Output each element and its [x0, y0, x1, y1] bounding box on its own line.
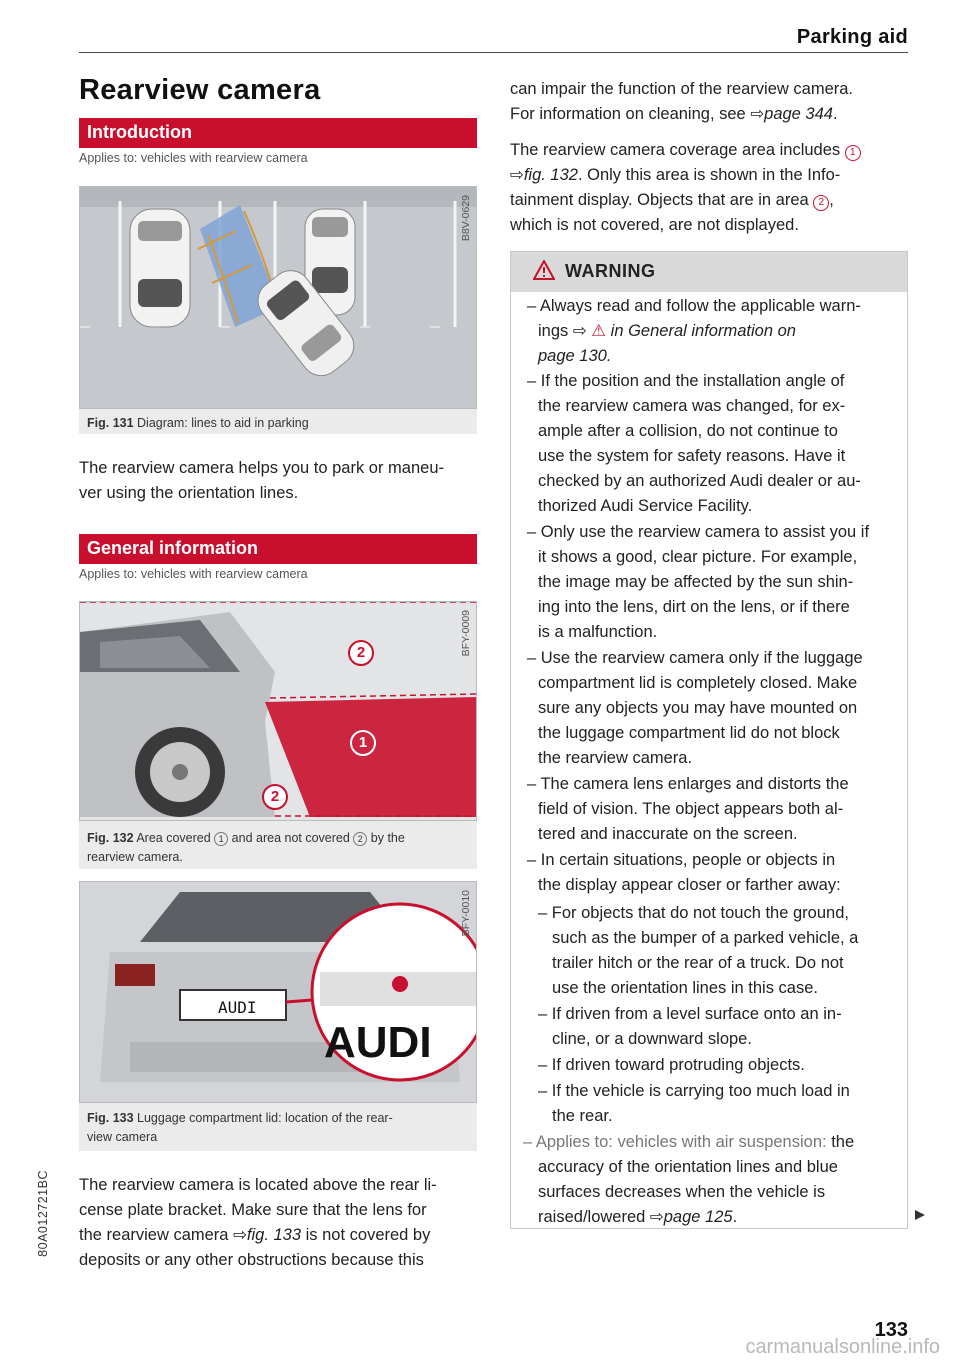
zoom-badge-text: AUDI [324, 1018, 432, 1067]
figure-131-label: Fig. 131 [87, 416, 134, 430]
applies-to-general: Applies to: vehicles with rearview camera [79, 567, 308, 581]
warning-line: is a malfunction. [538, 623, 658, 641]
page-number: 133 [874, 1319, 908, 1341]
figure-133-code: BFY-0010 [460, 890, 472, 937]
warning-line: the image may be affected by the sun shin- [538, 573, 854, 591]
warning-line: – If driven from a level surface onto an in- [538, 1005, 842, 1023]
figure-132-code: BFY-0009 [460, 610, 472, 657]
warning-line: trailer hitch or the rear of a truck. Do not [552, 954, 844, 972]
right-paragraph-2: The rearview camera coverage area includes 1 ⇨fig. 132. Only this area is shown in the Info- tainment display. Objects that are in area 2 , which is not covered, are not displayed. [510, 138, 910, 238]
inline-marker-1: 1 [214, 832, 228, 846]
figure-133-image [79, 881, 477, 1103]
warning-line: thorized Audi Service Facility. [538, 497, 753, 515]
figure-133-caption-line-2: view camera [87, 1130, 158, 1144]
general-paragraph [79, 1173, 479, 1273]
marker-area-2-top: 2 [348, 640, 374, 666]
inline-marker-2: 2 [353, 832, 367, 846]
section-heading-general-information: General information [79, 534, 477, 564]
parking-diagram-illustration [80, 187, 477, 409]
warning-line: – If driven toward protruding objects. [538, 1056, 805, 1074]
general-line-3: the rearview camera ⇨fig. 133 is not covered by [79, 1226, 431, 1244]
continue-arrow-icon [913, 1208, 927, 1222]
warning-line: tered and inaccurate on the screen. [538, 825, 798, 843]
figure-132-image [79, 601, 477, 821]
luggage-lid-illustration [80, 882, 477, 1103]
warning-line: – If the vehicle is carrying too much load in [538, 1082, 850, 1100]
fig-133-reference[interactable]: fig. 133 [246, 1226, 302, 1244]
warning-line: ing into the lens, dirt on the lens, or if there [538, 598, 850, 616]
warning-triangle-icon [533, 260, 555, 280]
warning-line: the luggage compartment lid do not block [538, 724, 840, 742]
warning-line: ample after a collision, do not continue to [538, 422, 838, 440]
marker-area-2-bottom: 2 [262, 784, 288, 810]
figure-132-caption [87, 829, 471, 867]
warning-line: such as the bumper of a parked vehicle, a [552, 929, 859, 947]
warning-triangle-icon: ⚠ [591, 322, 607, 340]
warning-line: – In certain situations, people or objects in [527, 851, 836, 869]
page-344-reference[interactable]: page 344 [764, 105, 833, 123]
figure-133-caption [87, 1109, 471, 1147]
warning-line: – Only use the rearview camera to assist you if [527, 523, 870, 541]
warning-line: sure any objects you may have mounted on [538, 699, 858, 717]
license-plate-text: AUDI [218, 998, 257, 1017]
header-section-title: Parking aid [796, 26, 908, 48]
warning-line: – The camera lens enlarges and distorts the [527, 775, 849, 793]
figure-133-label: Fig. 133 [87, 1111, 134, 1125]
figure-132-caption-part-2: and area not covered [231, 831, 350, 845]
right-paragraph-1: can impair the function of the rearview camera. For information on cleaning, see ⇨page 344. [510, 80, 853, 123]
figure-133-caption-line-1: Luggage compartment lid: location of the rear- [137, 1111, 393, 1125]
figure-131-caption [87, 414, 471, 433]
warning-line: it shows a good, clear picture. For example, [538, 548, 858, 566]
warning-line: the display appear closer or farther away: [538, 876, 841, 894]
warning-line: the rear. [552, 1107, 613, 1125]
figure-133 [79, 881, 477, 1151]
general-line-1: The rearview camera is located above the rear li- [79, 1176, 437, 1194]
warning-line: – For objects that do not touch the ground, [538, 904, 849, 922]
warning-box [510, 251, 908, 1229]
figure-132-caption-part-1: Area covered [136, 831, 211, 845]
warning-title: WARNING [565, 261, 656, 281]
warning-line: accuracy of the orientation lines and blue [538, 1158, 838, 1176]
warning-line: field of vision. The object appears both al- [538, 800, 844, 818]
inline-marker-area-2: 2 [813, 195, 829, 211]
warning-line: use the orientation lines in this case. [552, 979, 818, 997]
watermark: carmanualsonline.info [745, 1336, 940, 1358]
figure-131-caption-text: Diagram: lines to aid in parking [137, 416, 309, 430]
header-rule [79, 52, 908, 53]
figure-131-code: B8V-0629 [460, 195, 472, 242]
figure-132-caption-part-4: rearview camera. [87, 850, 183, 864]
general-line-2: cense plate bracket. Make sure that the lens for [79, 1201, 427, 1219]
warning-header [511, 252, 907, 292]
figure-132-caption-part-3: by the [370, 831, 405, 845]
figure-131 [79, 186, 477, 434]
page-125-reference[interactable]: page 125 [663, 1208, 733, 1226]
general-line-4: deposits or any other obstructions because this [79, 1251, 424, 1269]
warning-line-air-suspension: – Applies to: vehicles with air suspension: the [523, 1133, 855, 1151]
general-info-reference[interactable]: in General information on [610, 322, 796, 340]
intro-line-2: ver using the orientation lines. [79, 484, 299, 502]
warning-line: the rearview camera. [538, 749, 693, 767]
warning-line: ings ⇨ ⚠ in General information on [538, 322, 796, 340]
inline-marker-area-1: 1 [845, 145, 861, 161]
warning-line: cline, or a downward slope. [552, 1030, 752, 1048]
warning-line: surfaces decreases when the vehicle is [538, 1183, 826, 1201]
intro-line-1: The rearview camera helps you to park or maneu- [79, 459, 444, 477]
applies-to-intro: Applies to: vehicles with rearview camera [79, 151, 308, 165]
page-title: Rearview camera [79, 74, 321, 106]
figure-132 [79, 601, 477, 869]
section-heading-introduction: Introduction [79, 118, 477, 148]
intro-paragraph [79, 456, 479, 506]
page-130-reference[interactable]: page 130. [538, 347, 612, 365]
warning-line: – If the position and the installation angle of [527, 372, 845, 390]
marker-area-1: 1 [350, 730, 376, 756]
warning-line: use the system for safety reasons. Have it [538, 447, 846, 465]
document-code: 80A012721BC [36, 1170, 50, 1257]
figure-131-image [79, 186, 477, 409]
warning-line: compartment lid is completely closed. Make [538, 674, 858, 692]
warning-line: the rearview camera was changed, for ex- [538, 397, 846, 415]
warning-line: checked by an authorized Audi dealer or au- [538, 472, 861, 490]
warning-line: raised/lowered ⇨page 125. [538, 1208, 738, 1226]
figure-132-label: Fig. 132 [87, 831, 134, 845]
warning-line: – Use the rearview camera only if the luggage [527, 649, 863, 667]
fig-132-reference[interactable]: fig. 132 [523, 166, 578, 184]
warning-line: – Always read and follow the applicable warn- [527, 297, 861, 315]
